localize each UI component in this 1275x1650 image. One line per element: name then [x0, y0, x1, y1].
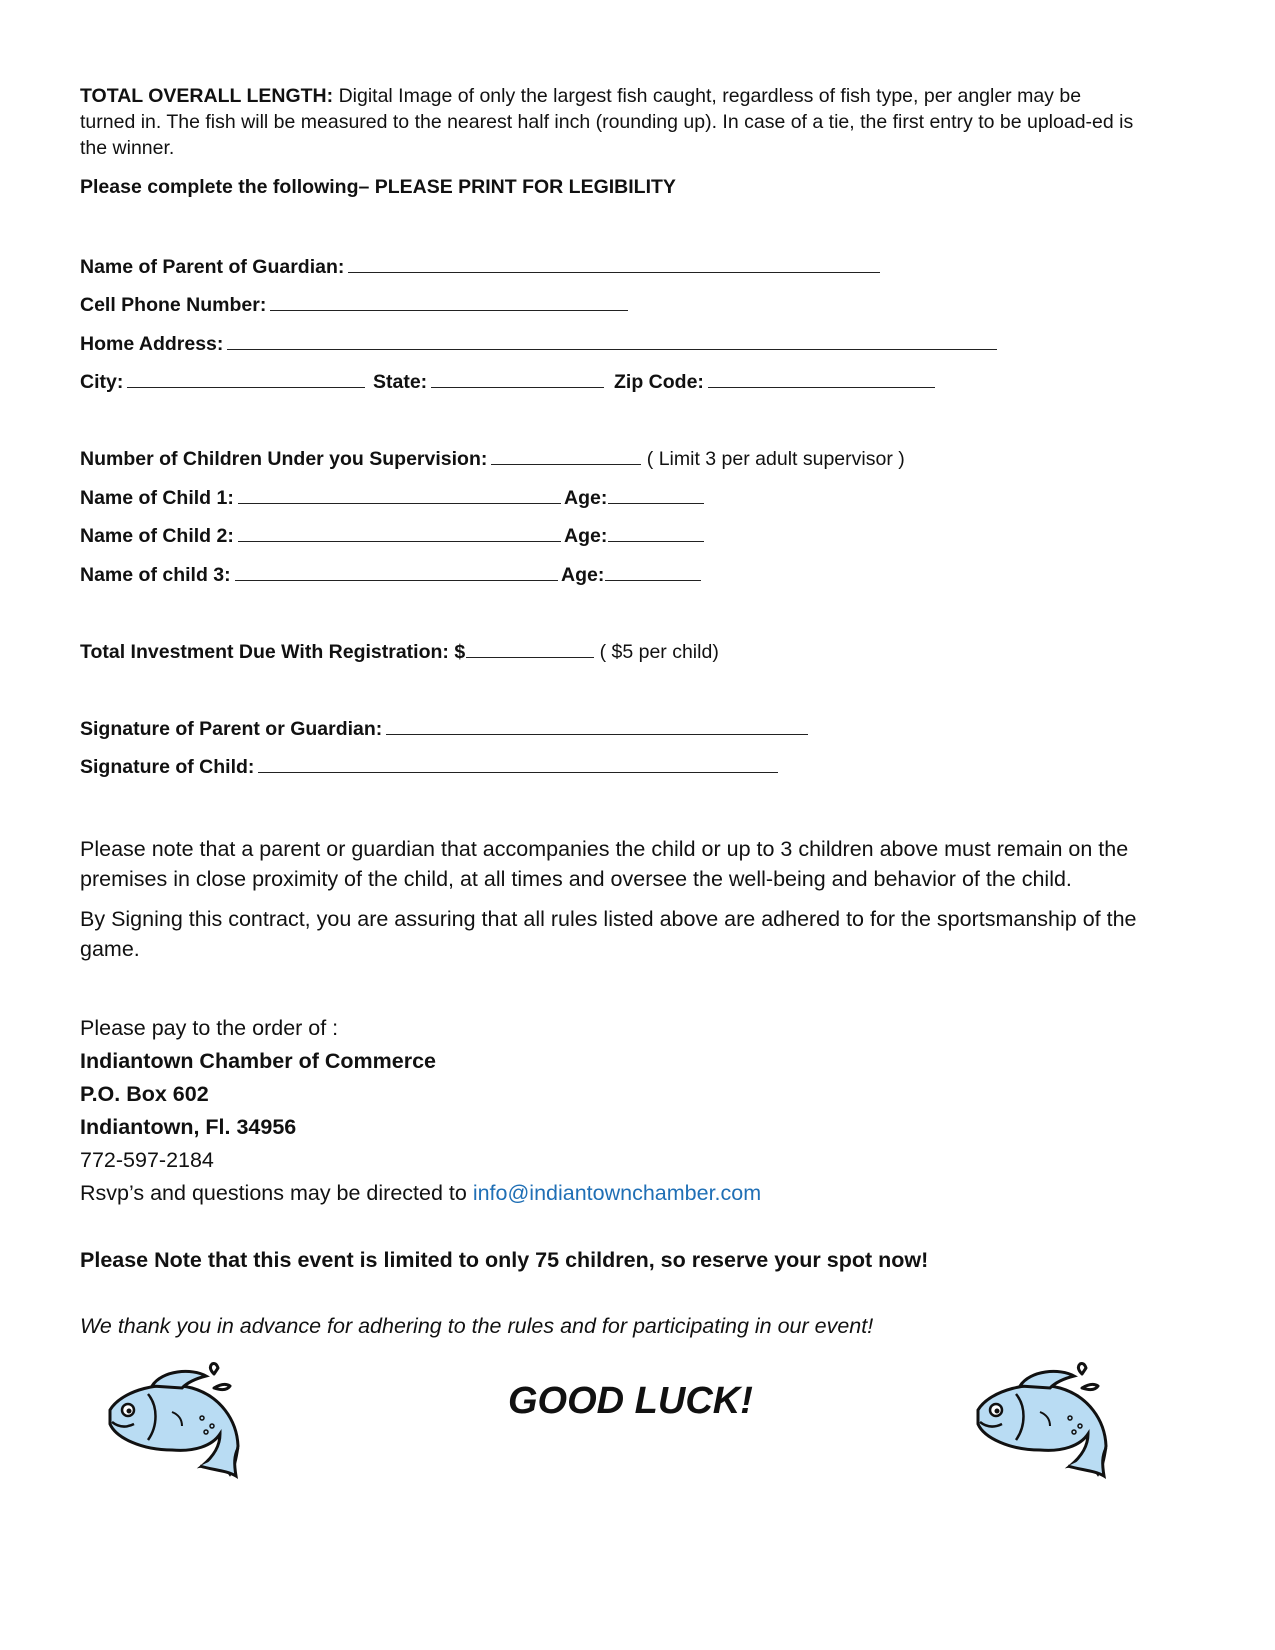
state-line[interactable] — [431, 386, 604, 388]
email-link[interactable]: info@indiantownchamber.com — [472, 1181, 762, 1205]
zip-label: Zip Code: — [614, 371, 704, 393]
children-count-line[interactable] — [491, 463, 641, 465]
fish-icon — [970, 1360, 1120, 1480]
state-field — [373, 371, 604, 394]
child3-line[interactable] — [235, 579, 558, 581]
zip-field — [614, 371, 935, 394]
intro-paragraph — [80, 83, 1140, 161]
payment-org: Indiantown Chamber of Commerce — [80, 1049, 436, 1073]
payment-box: P.O. Box 602 — [80, 1082, 209, 1106]
cell-phone-label: Cell Phone Number: — [80, 294, 267, 316]
thanks-note: We thank you in advance for adhering to the rules and for participating in our event! — [80, 1314, 874, 1338]
child-signature-label: Signature of Child: — [80, 756, 255, 778]
child3-age-field — [561, 564, 701, 587]
child1-field — [80, 487, 561, 510]
supervision-note: Please note that a parent or guardian that accompanies the child or up to 3 children above must remain on the premises in close proximity of the child, at all times and oversee the well-being and behavior of the child. — [80, 837, 1129, 891]
payment-intro: Please pay to the order of : — [80, 1016, 339, 1040]
child1-label: Name of Child 1: — [80, 487, 234, 509]
parent-name-line[interactable] — [348, 271, 880, 273]
child3-label: Name of child 3: — [80, 564, 231, 586]
children-count-field — [80, 448, 905, 471]
cell-phone-line[interactable] — [270, 309, 628, 311]
investment-line[interactable] — [466, 656, 594, 658]
home-address-label: Home Address: — [80, 333, 224, 355]
investment-label: Total Investment Due With Registration: $ — [80, 641, 466, 663]
rsvp-text: Rsvp’s and questions may be directed to — [80, 1181, 467, 1205]
child1-line[interactable] — [238, 502, 561, 504]
investment-note: ( $5 per child) — [599, 641, 719, 663]
city-label: City: — [80, 371, 124, 393]
city-field — [80, 371, 365, 394]
instructions-heading: Please complete the following– PLEASE PRINT FOR LEGIBILITY — [80, 176, 676, 198]
child3-age-line[interactable] — [605, 579, 701, 581]
child2-age-field — [564, 525, 704, 548]
child-signature-line[interactable] — [258, 771, 778, 773]
payment-city: Indiantown, Fl. 34956 — [80, 1115, 297, 1139]
payment-phone: 772-597-2184 — [80, 1148, 214, 1172]
limit-note: Please Note that this event is limited to only 75 children, so reserve your spot now! — [80, 1248, 929, 1272]
fish-icon — [102, 1360, 252, 1480]
parent-signature-label: Signature of Parent or Guardian: — [80, 718, 383, 740]
child1-age-label: Age: — [564, 487, 608, 509]
home-address-field — [80, 333, 997, 356]
city-line[interactable] — [127, 386, 365, 388]
state-label: State: — [373, 371, 428, 393]
child2-age-line[interactable] — [608, 540, 704, 542]
parent-signature-field — [80, 718, 808, 741]
child2-label: Name of Child 2: — [80, 525, 234, 547]
parent-signature-line[interactable] — [386, 733, 808, 735]
children-count-label: Number of Children Under you Supervision: — [80, 448, 488, 470]
child1-age-line[interactable] — [608, 502, 704, 504]
rsvp-line — [80, 1181, 761, 1206]
child2-line[interactable] — [238, 540, 561, 542]
parent-name-label: Name of Parent of Guardian: — [80, 256, 345, 278]
investment-field — [80, 641, 719, 664]
home-address-line[interactable] — [227, 348, 997, 350]
child3-field — [80, 564, 558, 587]
child3-age-label: Age: — [561, 564, 605, 586]
child1-age-field — [564, 487, 704, 510]
good-luck-heading: GOOD LUCK! — [508, 1380, 753, 1422]
intro-heading: TOTAL OVERALL LENGTH: — [80, 85, 334, 107]
children-count-note: ( Limit 3 per adult supervisor ) — [646, 448, 905, 470]
cell-phone-field — [80, 294, 628, 317]
intro-text: Digital Image of only the largest fish caught, regardless of fish type, per angler may be turned in. The fish will be measured to the nearest half inch (rounding up). In case of a tie, the first entry to be upload-ed is the winner. — [80, 85, 1134, 159]
zip-line[interactable] — [708, 386, 935, 388]
contract-note: By Signing this contract, you are assuring that all rules listed above are adhered to for the sportsmanship of the game. — [80, 907, 1137, 961]
parent-name-field — [80, 256, 880, 279]
child-signature-field — [80, 756, 778, 779]
child2-field — [80, 525, 561, 548]
child2-age-label: Age: — [564, 525, 608, 547]
